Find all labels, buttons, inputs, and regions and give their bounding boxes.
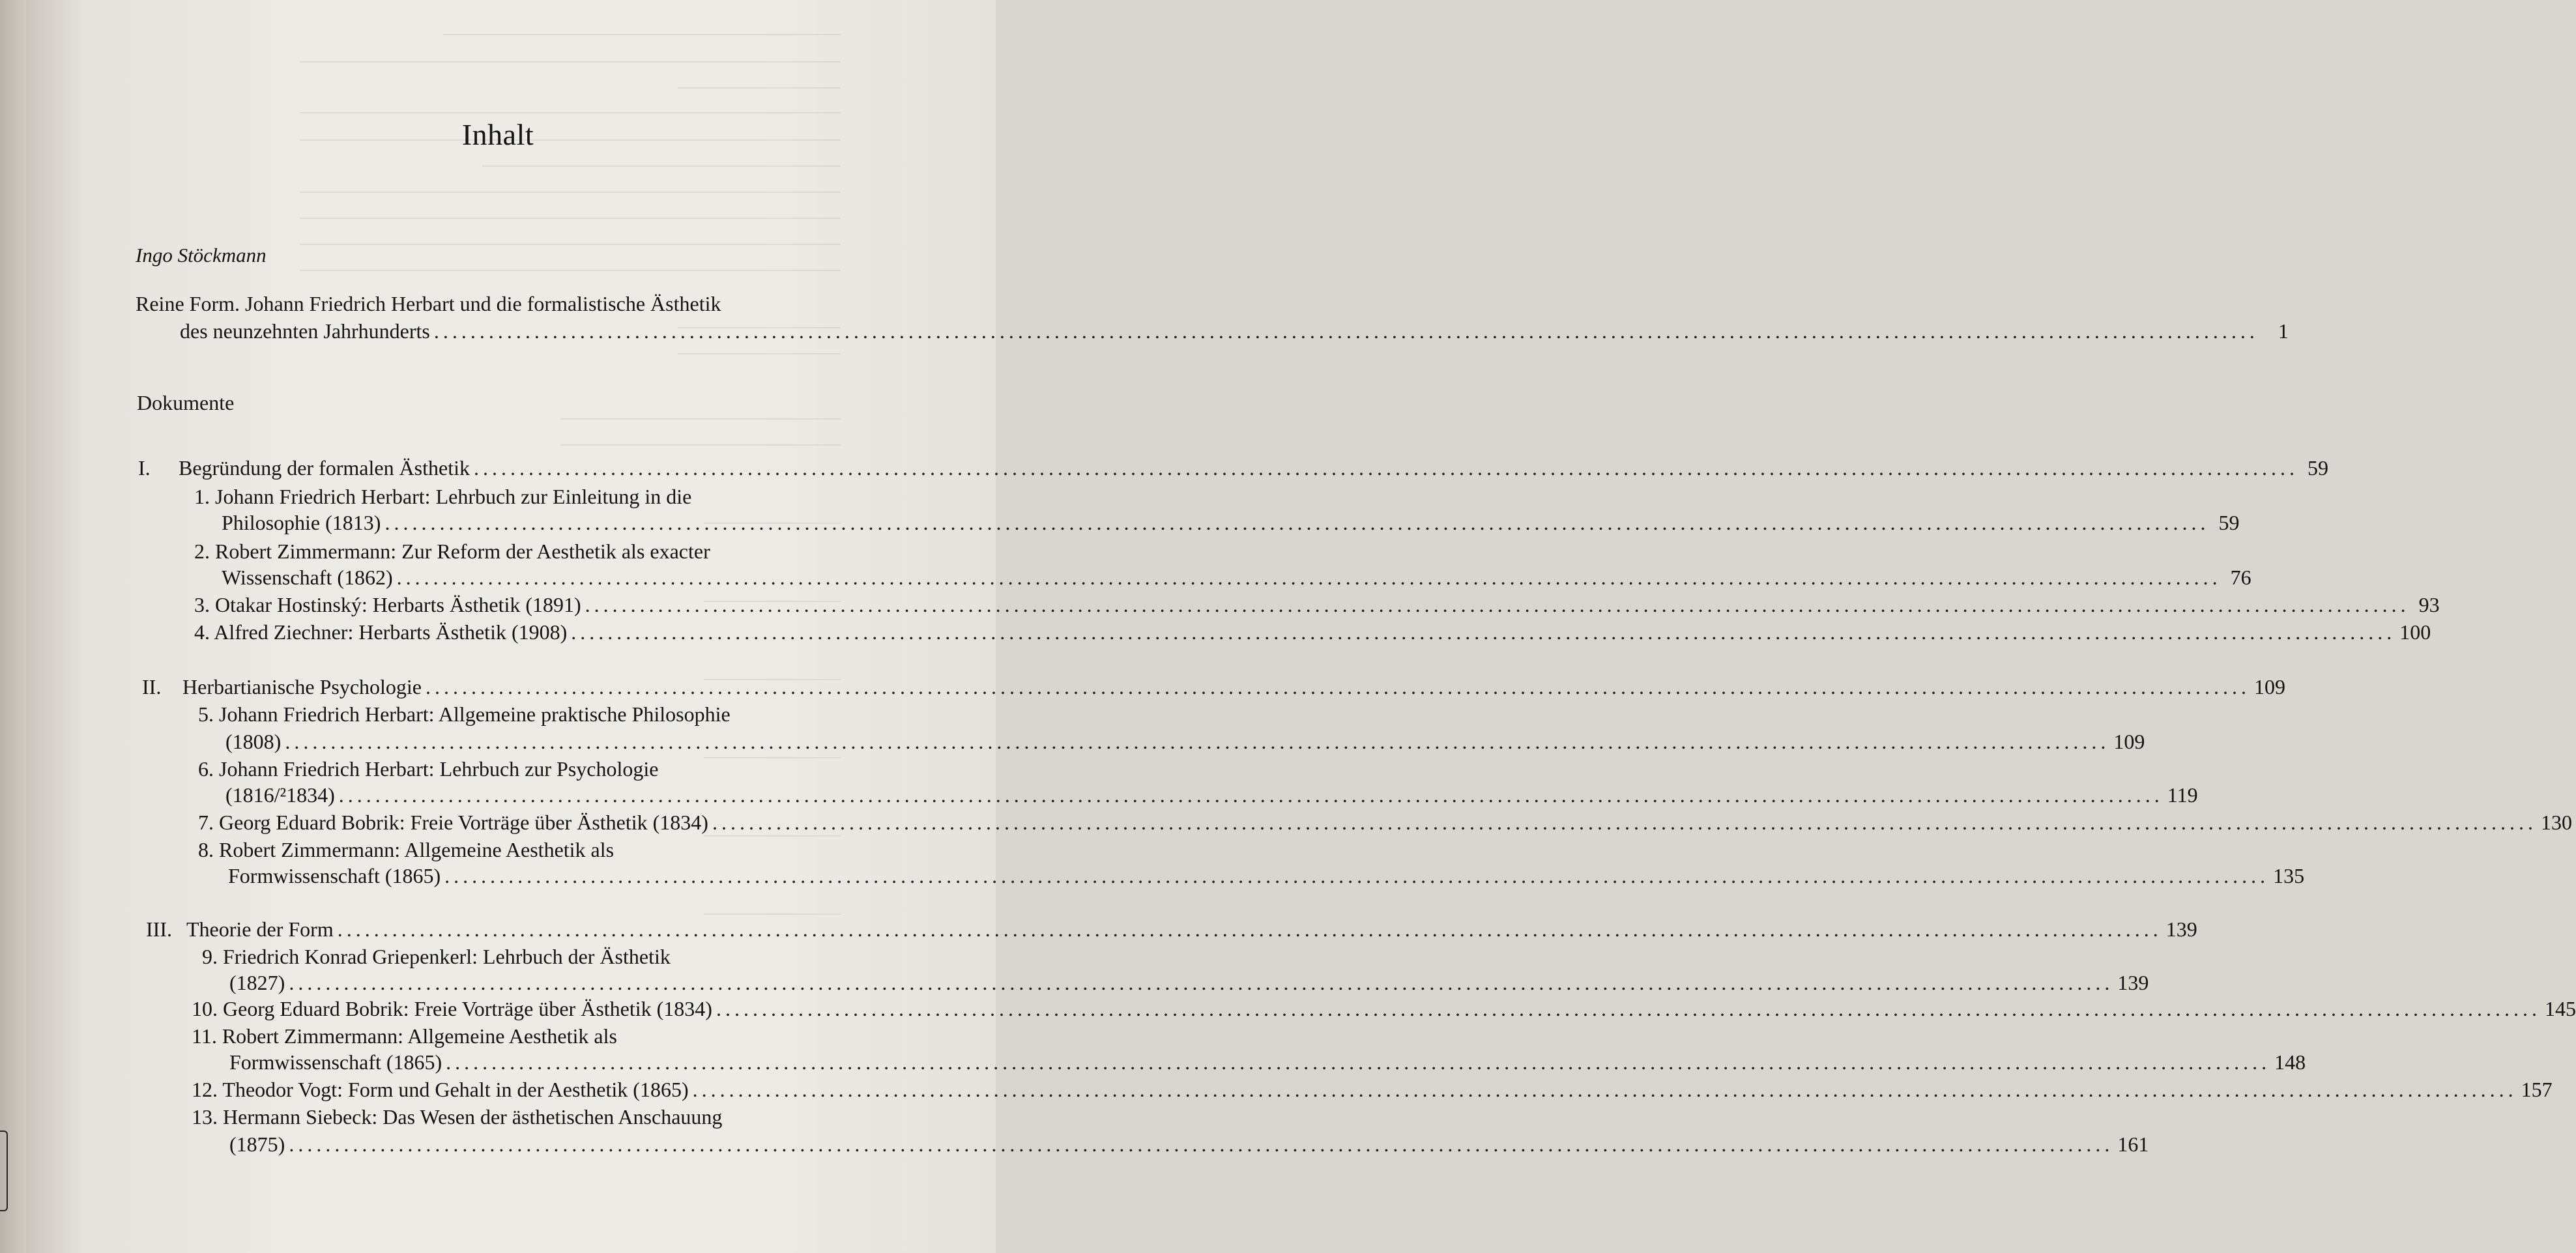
- entry-line: [192, 996, 2576, 1022]
- entry-line: [198, 809, 2572, 835]
- entry-line: [194, 538, 710, 564]
- entry-title: Robert Zimmermann: Allgemeine Aesthetik als: [219, 838, 615, 861]
- entry-title: Johann Friedrich Herbart: Lehrbuch zur Psychologie: [219, 757, 659, 781]
- leader-dots: ........................................................................................................................................................................................................: [337, 917, 2162, 941]
- entry-line: (1875) ........................................................................................................................................................................................................ 161: [229, 1132, 2149, 1156]
- page-number: 145: [2544, 997, 2576, 1020]
- entry-title: Otakar Hostinský: Herbarts Ästhetik (1891): [215, 593, 581, 616]
- page-edge-shadow: [0, 0, 26, 1253]
- entry-line: (1816/²1834) ........................................................................................................................................................................................................ 119: [225, 783, 2198, 807]
- entry-line: [198, 837, 614, 863]
- page-number: 93: [2418, 593, 2440, 616]
- entry-title: Georg Eduard Bobrik: Freie Vorträge über Ästhetik (1834): [223, 997, 712, 1020]
- entry-line: [198, 756, 658, 782]
- page-number: 100: [2399, 620, 2431, 644]
- entry-line: [202, 943, 671, 970]
- leader-dots: ........................................................................................................................................................................................................: [433, 319, 2259, 343]
- section-title: Herbartianische Psychologie: [182, 675, 422, 699]
- binder-ring: [0, 1131, 8, 1211]
- leader-dots: ........................................................................................................................................................................................................: [396, 566, 2221, 589]
- leader-dots: ........................................................................................................................................................................................................: [289, 1132, 2114, 1156]
- leader-dots: ........................................................................................................................................................................................................: [571, 620, 2396, 644]
- leader-dots: ........................................................................................................................................................................................................: [426, 675, 2250, 699]
- page-number: 157: [2521, 1078, 2553, 1101]
- essay-author: Ingo Stöckmann: [136, 244, 267, 266]
- leader-dots: ........................................................................................................................................................................................................: [712, 811, 2537, 834]
- section-heading: [138, 455, 2328, 481]
- section-heading: [142, 674, 2285, 700]
- leader-dots: ........................................................................................................................................................................................................: [289, 971, 2114, 994]
- entry-line: Wissenschaft (1862) ........................................................................................................................................................................................................ 76: [222, 566, 2251, 589]
- page-number: 59: [2218, 511, 2240, 534]
- entry-number: 6.: [198, 757, 214, 781]
- page-number: 139: [2165, 917, 2197, 941]
- leader-dots: ........................................................................................................................................................................................................: [444, 864, 2270, 887]
- entry-line: (1827) ........................................................................................................................................................................................................ 139: [229, 971, 2149, 994]
- entry-title: Hermann Siebeck: Das Wesen der ästhetischen Anschauung: [223, 1105, 723, 1129]
- entry-line: (1808) ........................................................................................................................................................................................................ 109: [225, 730, 2145, 753]
- entry-number: 13.: [192, 1105, 218, 1129]
- essay-title-line2: des neunzehnten Jahrhunderts ........................................................................................................................................................................................................ 1: [180, 319, 2289, 343]
- entry-title: Johann Friedrich Herbart: Lehrbuch zur Einleitung in die: [215, 485, 692, 508]
- entry-line: [194, 592, 2440, 618]
- leader-dots: ........................................................................................................................................................................................................: [384, 511, 2210, 534]
- leader-dots: ........................................................................................................................................................................................................: [446, 1050, 2271, 1074]
- essay-title-line1: Reine Form. Johann Friedrich Herbart und die formalistische Ästhetik: [136, 292, 721, 315]
- section-number: II.: [142, 675, 162, 699]
- entry-line: Formwissenschaft (1865) ........................................................................................................................................................................................................ 148: [229, 1050, 2306, 1074]
- entry-number: 1.: [194, 485, 210, 508]
- page-number: 161: [2117, 1132, 2149, 1156]
- entry-title: Theodor Vogt: Form und Gehalt in der Aesthetik (1865): [222, 1078, 689, 1101]
- page-number: 109: [2254, 675, 2285, 699]
- entry-line: [194, 483, 691, 510]
- entry-number: 10.: [192, 997, 218, 1020]
- entry-line: [198, 701, 731, 727]
- leader-dots: ........................................................................................................................................................................................................: [338, 783, 2164, 807]
- page-number: 139: [2117, 971, 2149, 994]
- entry-title: Robert Zimmermann: Allgemeine Aesthetik als: [222, 1024, 617, 1048]
- entry-number: 3.: [194, 593, 210, 616]
- leader-dots: ........................................................................................................................................................................................................: [285, 730, 2110, 753]
- entry-line: [192, 1104, 722, 1130]
- entry-title: Robert Zimmermann: Zur Reform der Aesthetik als exacter: [215, 540, 710, 563]
- entry-title: Friedrich Konrad Griepenkerl: Lehrbuch der Ästhetik: [223, 945, 671, 968]
- leader-dots: ........................................................................................................................................................................................................: [692, 1078, 2517, 1101]
- entry-line: [192, 1076, 2553, 1102]
- section-heading: [146, 916, 2197, 942]
- entry-number: 4.: [194, 620, 210, 644]
- entry-title: Alfred Ziechner: Herbarts Ästhetik (1908): [214, 620, 568, 644]
- page-number: 59: [2308, 456, 2328, 480]
- section-number: I.: [138, 456, 151, 480]
- section-title: Theorie der Form: [186, 917, 334, 941]
- leader-dots: ........................................................................................................................................................................................................: [585, 593, 2410, 616]
- entry-line: Formwissenschaft (1865) ........................................................................................................................................................................................................ 135: [228, 864, 2305, 887]
- documents-heading: Dokumente: [137, 391, 235, 414]
- page-number: 1: [2278, 319, 2289, 343]
- entry-number: 7.: [198, 811, 214, 834]
- page-number: 119: [2167, 783, 2198, 807]
- entry-title: Georg Eduard Bobrik: Freie Vorträge über Ästhetik (1834): [219, 811, 708, 834]
- entry-number: 8.: [198, 838, 214, 861]
- section-number: III.: [146, 917, 172, 941]
- entry-title: Johann Friedrich Herbart: Allgemeine praktische Philosophie: [219, 702, 731, 726]
- section-title: Begründung der formalen Ästhetik: [179, 456, 470, 480]
- page-number: 76: [2230, 566, 2251, 589]
- entry-line: [194, 619, 2431, 645]
- entry-number: 2.: [194, 540, 210, 563]
- entry-number: 11.: [192, 1024, 217, 1048]
- entry-number: 5.: [198, 702, 214, 726]
- page-number: 130: [2540, 811, 2572, 834]
- leader-dots: ........................................................................................................................................................................................................: [716, 997, 2541, 1020]
- leader-dots: ........................................................................................................................................................................................................: [474, 456, 2298, 480]
- page-number: 148: [2274, 1050, 2306, 1074]
- entry-line: [192, 1023, 617, 1049]
- entry-number: 12.: [192, 1078, 218, 1101]
- entry-number: 9.: [202, 945, 218, 968]
- page-title: Inhalt: [461, 118, 534, 151]
- page-number: 109: [2113, 730, 2145, 753]
- page-number: 135: [2273, 864, 2305, 887]
- entry-line: Philosophie (1813) ........................................................................................................................................................................................................ 59: [222, 511, 2240, 534]
